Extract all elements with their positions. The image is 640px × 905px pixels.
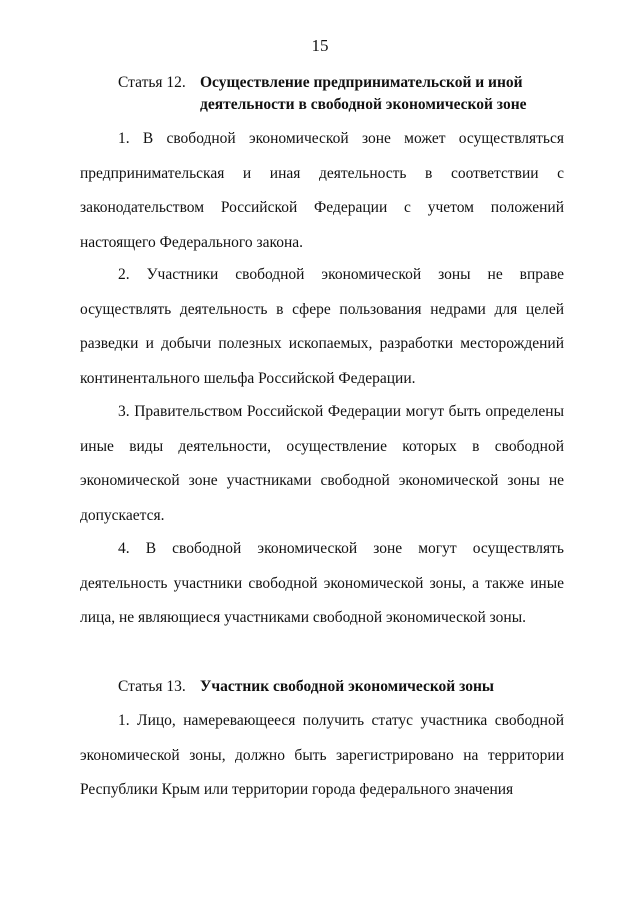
article-12-label: Статья 12.	[118, 74, 186, 91]
article-13-paragraph-1: 1. Лицо, намеревающееся получить статус участника свободной экономической зоны, должно быть зарегистрировано на территории Республики Крым или территории города федерального значения	[80, 712, 564, 798]
article-12-paragraph-1: 1. В свободной экономической зоне может осуществляться предпринимательская и иная деятельность в соответствии с законодательством Российской Федерации с учетом положений настоящего Федерального закона.	[80, 130, 564, 251]
article-12-heading	[118, 72, 588, 116]
article-13-label: Статья 13.	[118, 678, 186, 695]
article-12-paragraph-3: 3. Правительством Российской Федерации могут быть определены иные виды деятельности, осуществление которых в свободной экономической зоне участниками свободной экономической зоны не допускается.	[80, 403, 564, 524]
article-13-heading	[118, 676, 588, 698]
page-number: 15	[311, 36, 329, 55]
article-12-title: Осуществление предпринимательской и иной деятельности в свободной экономической зоне	[200, 74, 527, 113]
article-12-paragraph-4: 4. В свободной экономической зоне могут осуществлять деятельность участники свободной экономической зоны, а также иные лица, не являющиеся участниками свободной экономической зоны.	[80, 540, 564, 626]
article-13-title: Участник свободной экономической зоны	[200, 678, 495, 695]
article-12-paragraph-2: 2. Участники свободной экономической зоны не вправе осуществлять деятельность в сфере пользования недрами для целей разведки и добычи полезных ископаемых, разработки месторождений континентального шельфа Российской Федерации.	[80, 266, 564, 387]
